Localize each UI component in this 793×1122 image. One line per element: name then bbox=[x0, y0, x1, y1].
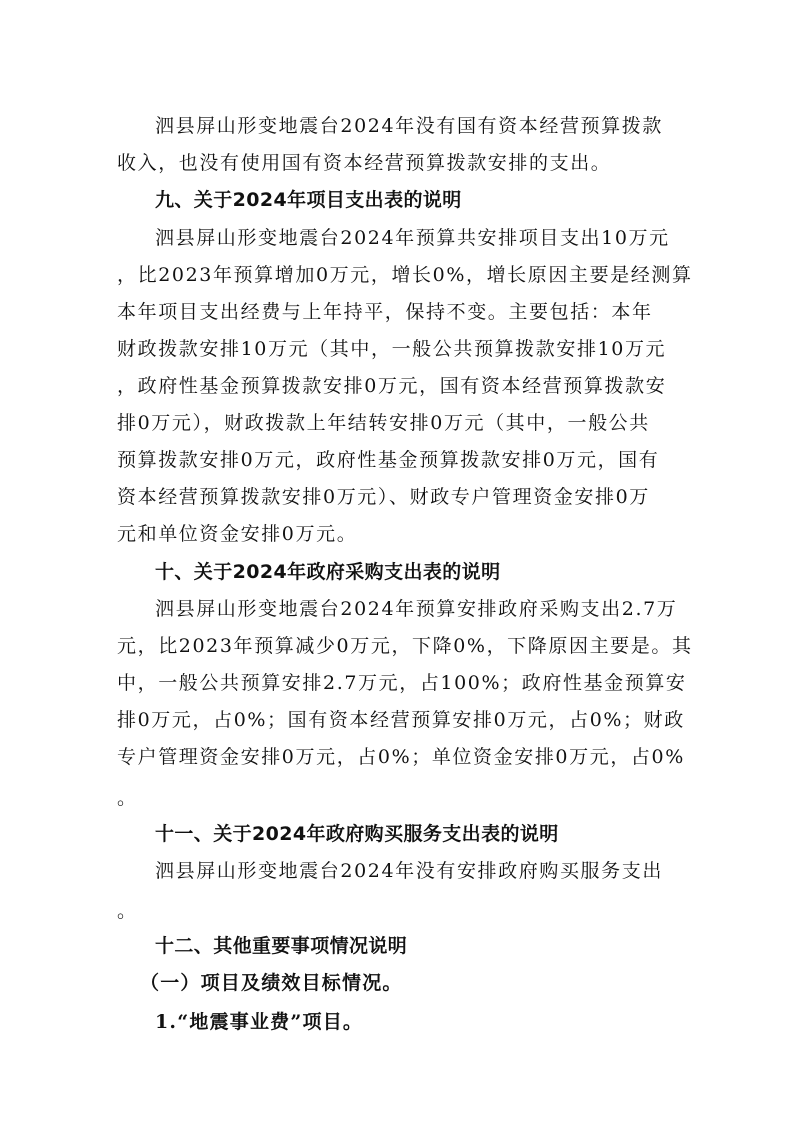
paragraph-line: 泗县屏山形变地震台2024年没有安排政府购买服务支出 bbox=[155, 860, 663, 882]
paragraph-line: 。 bbox=[117, 900, 138, 922]
paragraph-line: 泗县屏山形变地震台2024年预算安排政府采购支出2.7万 bbox=[155, 598, 678, 620]
paragraph-line: 中，一般公共预算安排2.7万元，占100%；政府性基金预算安 bbox=[117, 672, 687, 694]
item-heading: 1.“地震事业费”项目。 bbox=[155, 1011, 364, 1033]
subsection-heading: （一）项目及绩效目标情况。 bbox=[140, 972, 403, 994]
paragraph-line: 排0万元，占0%；国有资本经营预算安排0万元，占0%；财政 bbox=[117, 709, 685, 731]
section-heading-10: 十、关于2024年政府采购支出表的说明 bbox=[155, 561, 501, 583]
section-heading-9: 九、关于2024年项目支出表的说明 bbox=[155, 189, 462, 211]
paragraph-line: 收入，也没有使用国有资本经营预算拨款安排的支出。 bbox=[117, 152, 612, 174]
section-heading-12: 十二、其他重要事项情况说明 bbox=[155, 935, 408, 957]
paragraph-line: 资本经营预算拨款安排0万元）、财政专户管理资金安排0万 bbox=[117, 486, 650, 508]
paragraph-line: 元和单位资金安排0万元。 bbox=[117, 523, 358, 545]
paragraph-line: 本年项目支出经费与上年持平，保持不变。主要包括：本年 bbox=[117, 301, 653, 323]
paragraph-line: 泗县屏山形变地震台2024年预算共安排项目支出10万元 bbox=[155, 227, 670, 249]
section-heading-11: 十一、关于2024年政府购买服务支出表的说明 bbox=[155, 823, 559, 845]
paragraph-line: 专户管理资金安排0万元，占0%；单位资金安排0万元，占0% bbox=[117, 746, 685, 768]
paragraph-line: 排0万元），财政拨款上年结转安排0万元（其中，一般公共 bbox=[117, 412, 650, 434]
paragraph-line: ，比2023年预算增加0万元，增长0%，增长原因主要是经测算 bbox=[117, 264, 693, 286]
paragraph-line: 财政拨款安排10万元（其中，一般公共预算拨款安排10万元 bbox=[117, 338, 667, 360]
paragraph-line: 。 bbox=[117, 787, 138, 809]
paragraph-line: 元，比2023年预算减少0万元，下降0%，下降原因主要是。其 bbox=[117, 635, 693, 657]
paragraph-line: 预算拨款安排0万元，政府性基金预算拨款安排0万元，国有 bbox=[117, 449, 660, 471]
paragraph-line: 泗县屏山形变地震台2024年没有国有资本经营预算拨款 bbox=[155, 115, 663, 137]
paragraph-line: ，政府性基金预算拨款安排0万元，国有资本经营预算拨款安 bbox=[117, 375, 667, 397]
